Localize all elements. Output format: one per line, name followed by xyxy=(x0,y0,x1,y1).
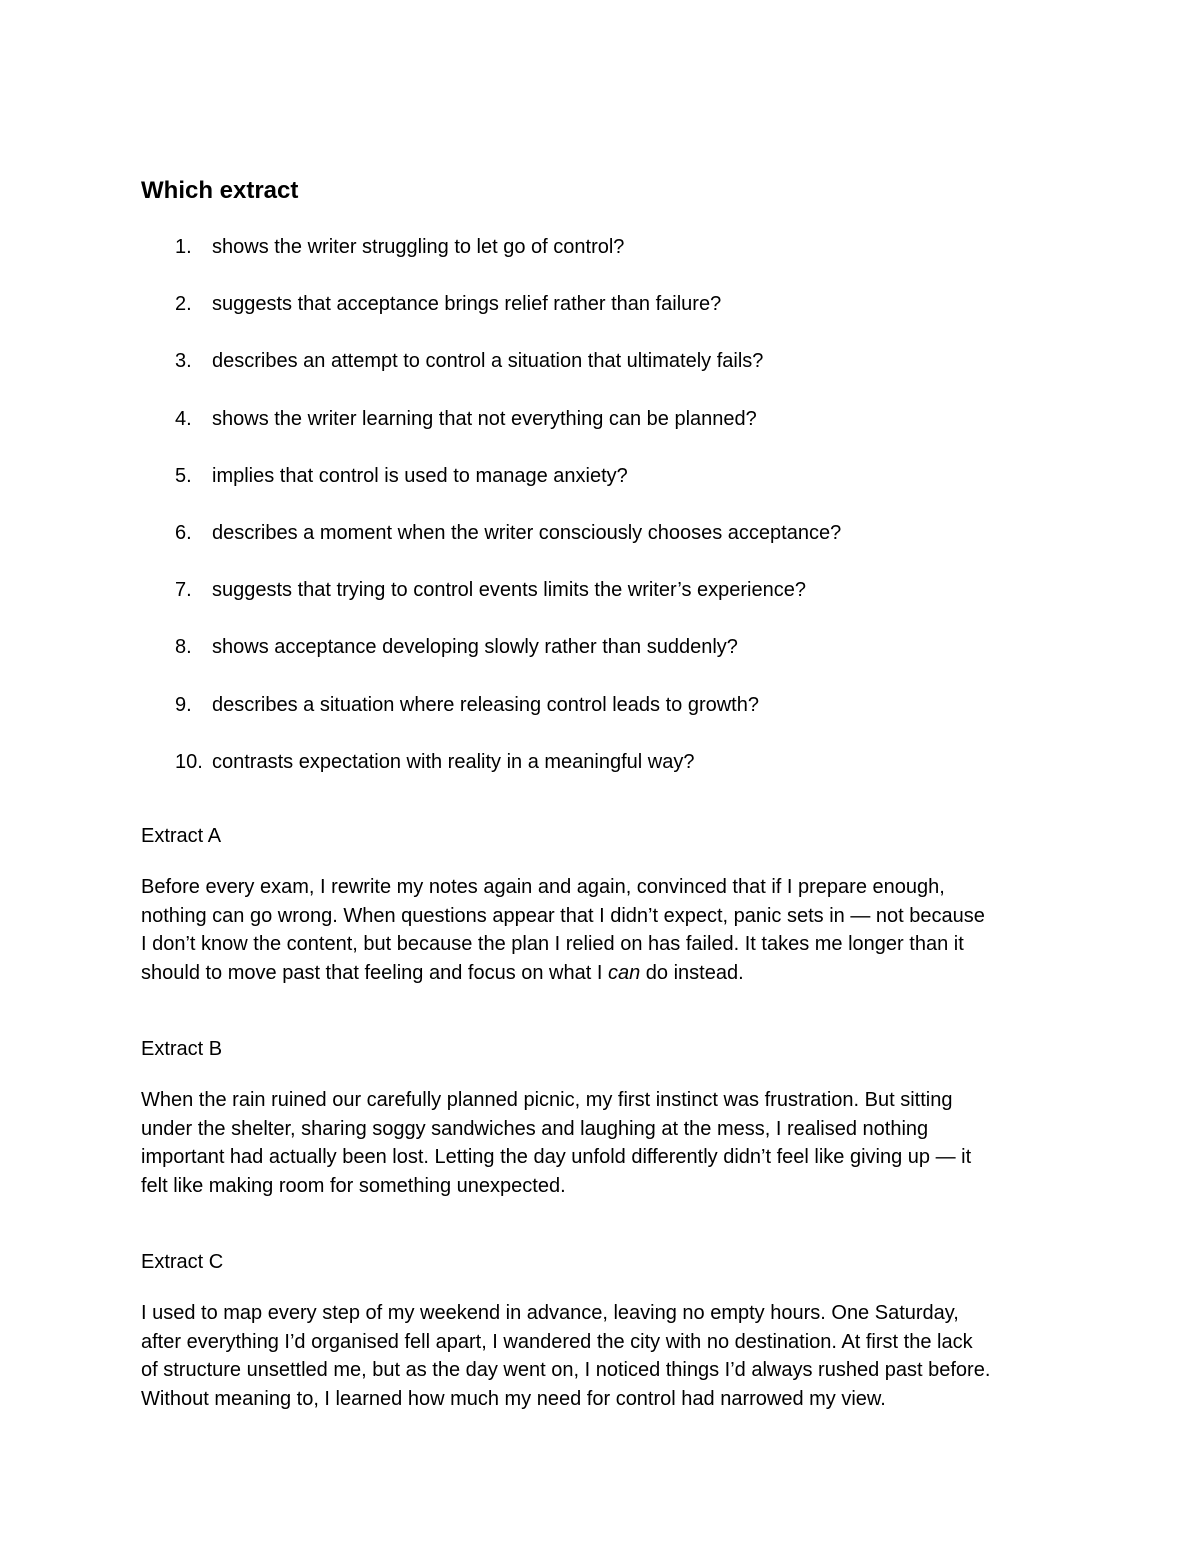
question-number: 7. xyxy=(175,579,192,602)
question-number: 6. xyxy=(175,521,192,544)
extract-b-line: When the rain ruined our carefully planned picnic, my first instinct was frustration. But sitting xyxy=(141,1089,953,1111)
extract-c-title: Extract C xyxy=(141,1251,224,1273)
question-number: 5. xyxy=(175,464,192,487)
extract-b-line: under the shelter, sharing soggy sandwiches and laughing at the mess, I realised nothing xyxy=(141,1117,929,1140)
extract-b-line: felt like making room for something unexpected. xyxy=(141,1174,566,1197)
extract-a-italic-word: can xyxy=(607,961,641,984)
page-heading: Which extract xyxy=(141,177,299,204)
extract-c-line: after everything I’d organised fell apart, I wandered the city with no destination. At first the lack xyxy=(141,1330,973,1353)
extract-a-text: do instead. xyxy=(640,961,744,984)
extract-a-text: should to move past that feeling and focus on what I xyxy=(141,961,608,984)
extract-c-line: of structure unsettled me, but as the day went on, I noticed things I’d always rushed past before. xyxy=(141,1359,991,1382)
document-page xyxy=(141,0,1061,1553)
question-number: 1. xyxy=(175,236,192,258)
extract-a-last-line xyxy=(141,959,1061,988)
extract-c-line: Without meaning to, I learned how much my need for control had narrowed my view. xyxy=(141,1387,886,1410)
question-text: shows the writer struggling to let go of control? xyxy=(212,236,625,258)
question-number: 10. xyxy=(175,750,203,773)
extract-a-line: I don’t know the content, but because the plan I relied on has failed. It takes me longer than it xyxy=(141,933,964,956)
question-number: 8. xyxy=(175,636,192,659)
extract-c-body xyxy=(141,1299,1061,1413)
question-text: describes an attempt to control a situation that ultimately fails? xyxy=(212,350,764,373)
question-number: 3. xyxy=(175,350,192,373)
question-text: describes a moment when the writer consciously chooses acceptance? xyxy=(212,521,842,544)
question-number: 4. xyxy=(175,407,192,430)
question-number: 2. xyxy=(175,293,192,316)
extract-a-line: nothing can go wrong. When questions appear that I didn’t expect, panic sets in — not because xyxy=(141,904,985,927)
extract-b-title: Extract B xyxy=(141,1038,223,1060)
extract-b-body xyxy=(141,1086,1061,1200)
extract-a-title: Extract A xyxy=(141,825,222,847)
question-text: suggests that acceptance brings relief rather than failure? xyxy=(212,293,722,316)
question-number: 9. xyxy=(175,693,192,716)
extract-b-line: important had actually been lost. Letting the day unfold differently didn’t feel like giving up — it xyxy=(141,1146,972,1169)
question-text: shows acceptance developing slowly rather than suddenly? xyxy=(212,636,738,659)
question-text: suggests that trying to control events limits the writer’s experience? xyxy=(212,579,806,602)
question-text: implies that control is used to manage anxiety? xyxy=(212,464,628,487)
extract-a-line: Before every exam, I rewrite my notes again and again, convinced that if I prepare enough, xyxy=(141,876,945,898)
question-text: shows the writer learning that not everything can be planned? xyxy=(212,407,757,430)
extract-a-body xyxy=(141,873,1061,987)
question-text: contrasts expectation with reality in a meaningful way? xyxy=(212,750,695,773)
extract-c-line: I used to map every step of my weekend in advance, leaving no empty hours. One Saturday, xyxy=(141,1302,959,1324)
question-text: describes a situation where releasing control leads to growth? xyxy=(212,693,759,716)
